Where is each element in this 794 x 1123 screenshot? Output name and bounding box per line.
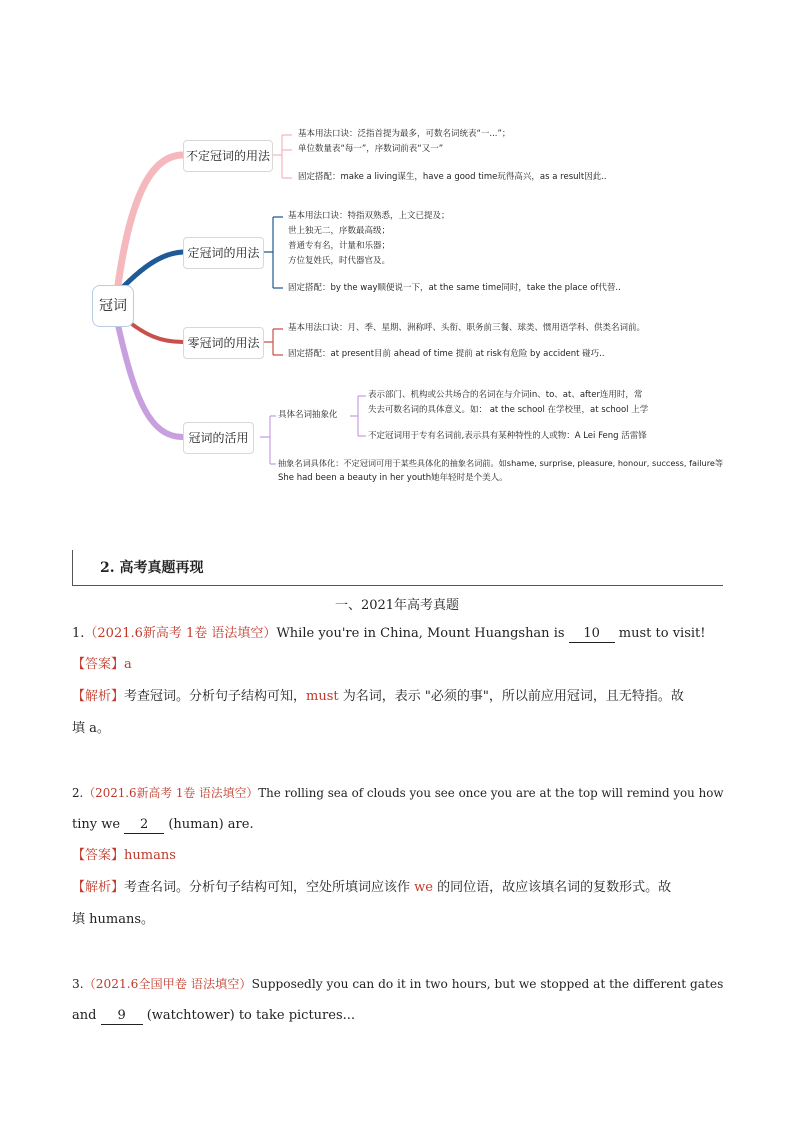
n4-subnode: 具体名词抽象化 xyxy=(278,410,338,420)
n4-abstract-noun: 抽象名词具体化：不定冠词可用于某些具体化的抽象名词前。如shame, surprise, pleasure, honour, success, failure等 xyxy=(278,458,724,468)
mindmap-node-zero-article: 零冠词的用法 xyxy=(183,327,264,359)
q1-answer-value: a xyxy=(124,657,132,672)
n2-rule-line3: 普通专有名，计量和乐器； xyxy=(288,241,391,251)
q2-analysis-a: 考查名词。分析句子结构可知，空处所填词应该作 xyxy=(124,880,415,895)
q1-answer-label: 【答案】 xyxy=(72,657,125,672)
q1-source: （2021.6新高考 1卷 语法填空） xyxy=(84,626,277,641)
q1-analysis-cont: 填 a。 xyxy=(72,721,110,736)
section-left-bar xyxy=(72,550,73,585)
section-underline xyxy=(72,585,723,586)
n3-collocations: 固定搭配：at present目前 ahead of time 提前 at risk有危险 by accident 碰巧.. xyxy=(288,349,605,359)
q3-source: （2021.6全国甲卷 语法填空） xyxy=(83,977,252,991)
q1-analysis-b: 为名词，表示 "必须的事"，所以前应用冠词，且无特指。故 xyxy=(338,689,684,704)
n4-detail-line3: 不定冠词用于专有名词前,表示具有某种特性的人或物：A Lei Feng 活雷锋 xyxy=(368,431,647,441)
q2-analysis-label: 【解析】 xyxy=(72,880,125,895)
question-2-cont xyxy=(72,817,254,834)
q3-number: 3. xyxy=(72,977,84,991)
mindmap-node-article-flexible-use: 冠词的活用 xyxy=(183,422,254,454)
n2-rule-line1: 基本用法口诀：特指双熟悉，上文已提及； xyxy=(288,211,450,221)
q3-text-c: (watchtower) to take pictures... xyxy=(142,1008,356,1023)
n1-collocations: 固定搭配：make a living谋生，have a good time玩得高兴，as a result因此.. xyxy=(298,172,607,182)
n1-rule-line2: 单位数量表“每一”，序数词前表“又一” xyxy=(298,144,444,154)
question-1 xyxy=(72,626,705,643)
q1-number: 1. xyxy=(72,626,85,641)
question-2 xyxy=(72,785,723,801)
q2-answer xyxy=(72,848,176,864)
q2-analysis-b: 的同位语，故应该填名词的复数形式。故 xyxy=(432,880,672,895)
q2-analysis xyxy=(72,880,671,896)
n2-rule-line2: 世上独无二，序数最高级； xyxy=(288,226,391,236)
mindmap-root: 冠词 xyxy=(92,285,134,327)
n4-detail-line2: 失去可数名词的具体意义。如： at the school 在学校里，at school 上学 xyxy=(368,405,649,415)
mindmap-node-definite-article: 定冠词的用法 xyxy=(183,237,264,269)
n2-collocations: 固定搭配：by the way顺便说一下，at the same time同时，take the place of代替.. xyxy=(288,283,621,293)
subsection-title: 一、2021年高考真题 xyxy=(334,598,460,613)
q2-text-c: (human) are. xyxy=(164,817,254,832)
mindmap-node-indefinite-article: 不定冠词的用法 xyxy=(183,140,273,172)
q2-text-b: tiny we xyxy=(72,817,125,832)
q2-text-a: The rolling sea of clouds you see once you are at the top will remind you how xyxy=(258,786,724,800)
q1-answer xyxy=(72,657,132,673)
q2-answer-label: 【答案】 xyxy=(72,848,125,863)
q1-blank: 10 xyxy=(569,626,615,643)
question-3 xyxy=(72,976,723,992)
n1-rule-line1: 基本用法口诀：泛指首提为最多，可数名词统表“一...”； xyxy=(298,129,511,139)
q1-analysis-label: 【解析】 xyxy=(72,689,125,704)
q3-blank: 9 xyxy=(101,1008,143,1025)
n4-detail-line1: 表示部门、机构或公共场合的名词在与介词in、to、at、after连用时，常 xyxy=(368,390,643,400)
q1-text-a: While you're in China, Mount Huangshan is xyxy=(276,626,569,641)
q2-analysis-cont: 填 humans。 xyxy=(72,912,154,927)
q1-analysis xyxy=(72,689,684,705)
n2-rule-line4: 方位复姓氏，时代器官及。 xyxy=(288,256,391,266)
q2-number: 2. xyxy=(72,786,84,800)
n3-rule: 基本用法口诀：月、季、星期、洲称呼、头衔、职务前三餐、球类、惯用语学科、供类名词前。 xyxy=(288,323,646,333)
q1-analysis-must: must xyxy=(306,689,339,704)
q1-text-b: must to visit! xyxy=(614,626,706,641)
q2-source: （2021.6新高考 1卷 语法填空） xyxy=(83,786,259,800)
section-title: 2. 高考真题再现 xyxy=(100,560,204,576)
n4-example: She had been a beauty in her youth她年轻时是个美人。 xyxy=(278,473,508,483)
q2-answer-value: humans xyxy=(124,848,176,863)
question-3-cont xyxy=(72,1008,355,1025)
q3-text-b: and xyxy=(72,1008,101,1023)
q3-text-a: Supposedly you can do it in two hours, but we stopped at the different gates xyxy=(251,977,724,991)
q2-blank: 2 xyxy=(124,817,164,834)
q2-analysis-we: we xyxy=(414,880,433,895)
q1-analysis-a: 考查冠词。分析句子结构可知， xyxy=(124,689,307,704)
